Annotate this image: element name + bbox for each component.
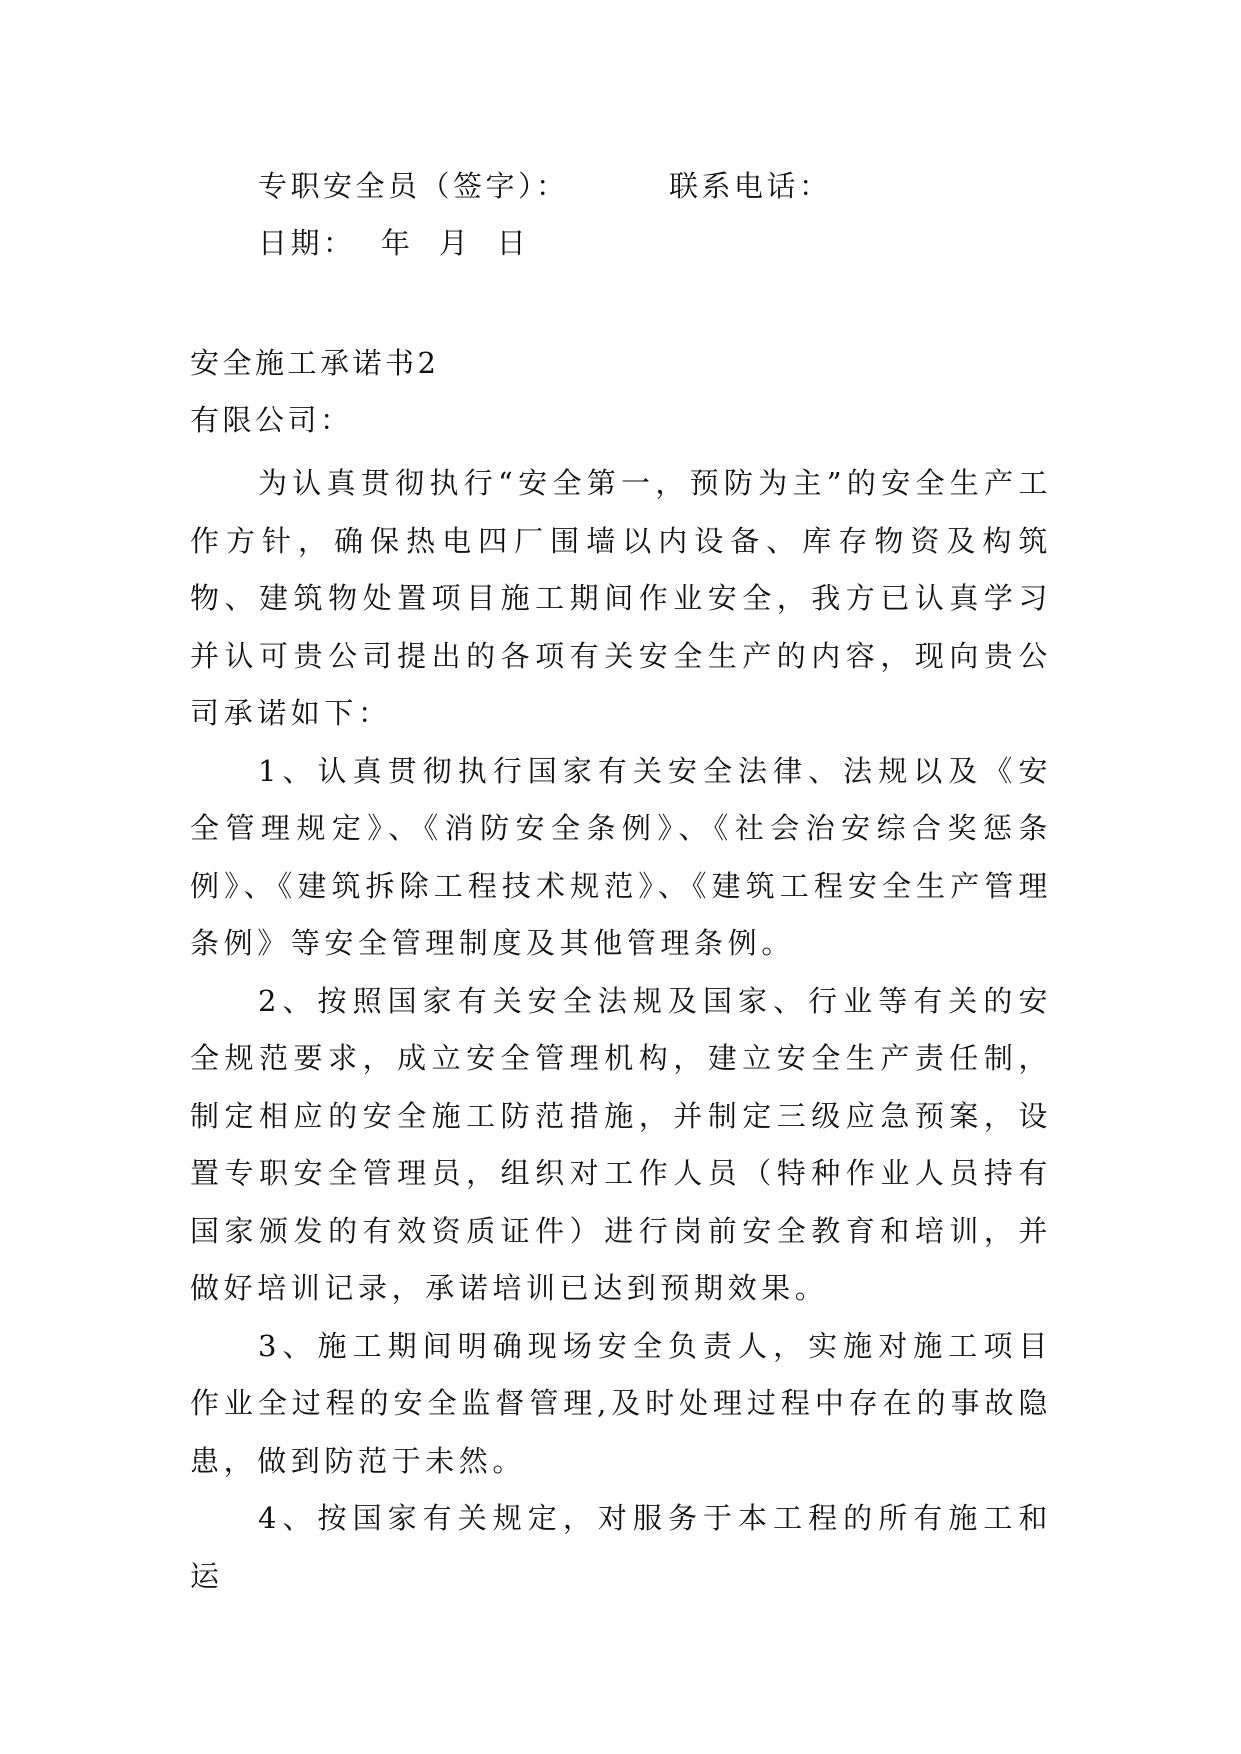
paragraph-item-2: 2、按照国家有关安全法规及国家、行业等有关的安全规范要求，成立安全管理机构，建立安全生产责任制，制定相应的安全施工防范措施，并制定三级应急预案，设置专职安全管理员，组织对工作人员（特种作业人员持有国家颁发的有效资质证件）进行岗前安全教育和培训，并做好培训记录，承诺培训已达到预期效果。 — [190, 983, 1052, 1305]
addressee: 有限公司： — [190, 403, 353, 437]
contact-phone-label: 联系电话： — [669, 169, 832, 203]
document-title: 安全施工承诺书2 — [190, 346, 440, 380]
signature-date-label: 日期： 年 月 日 — [258, 226, 530, 260]
commitment-body — [190, 455, 1052, 1605]
paragraph-item-4: 4、按国家有关规定，对服务于本工程的所有施工和运 — [190, 1501, 1052, 1593]
paragraph-intro: 为认真贯彻执行“安全第一，预防为主”的安全生产工作方针，确保热电四厂围墙以内设备、库存物资及构筑物、建筑物处置项目施工期间作业安全，我方已认真学习并认可贵公司提出的各项有关安全生产的内容，现向贵公司承诺如下： — [190, 466, 1052, 730]
safety-officer-signature-label: 专职安全员（签字）： — [258, 169, 569, 203]
paragraph-item-1: 1、认真贯彻执行国家有关安全法律、法规以及《安全管理规定》、《消防安全条例》、《社会治安综合奖惩条例》、《建筑拆除工程技术规范》、《建筑工程安全生产管理条例》等安全管理制度及其他管理条例。 — [190, 753, 1052, 960]
paragraph-item-3: 3、施工期间明确现场安全负责人，实施对施工项目作业全过程的安全监督管理,及时处理过程中存在的事故隐患，做到防范于未然。 — [190, 1328, 1052, 1478]
